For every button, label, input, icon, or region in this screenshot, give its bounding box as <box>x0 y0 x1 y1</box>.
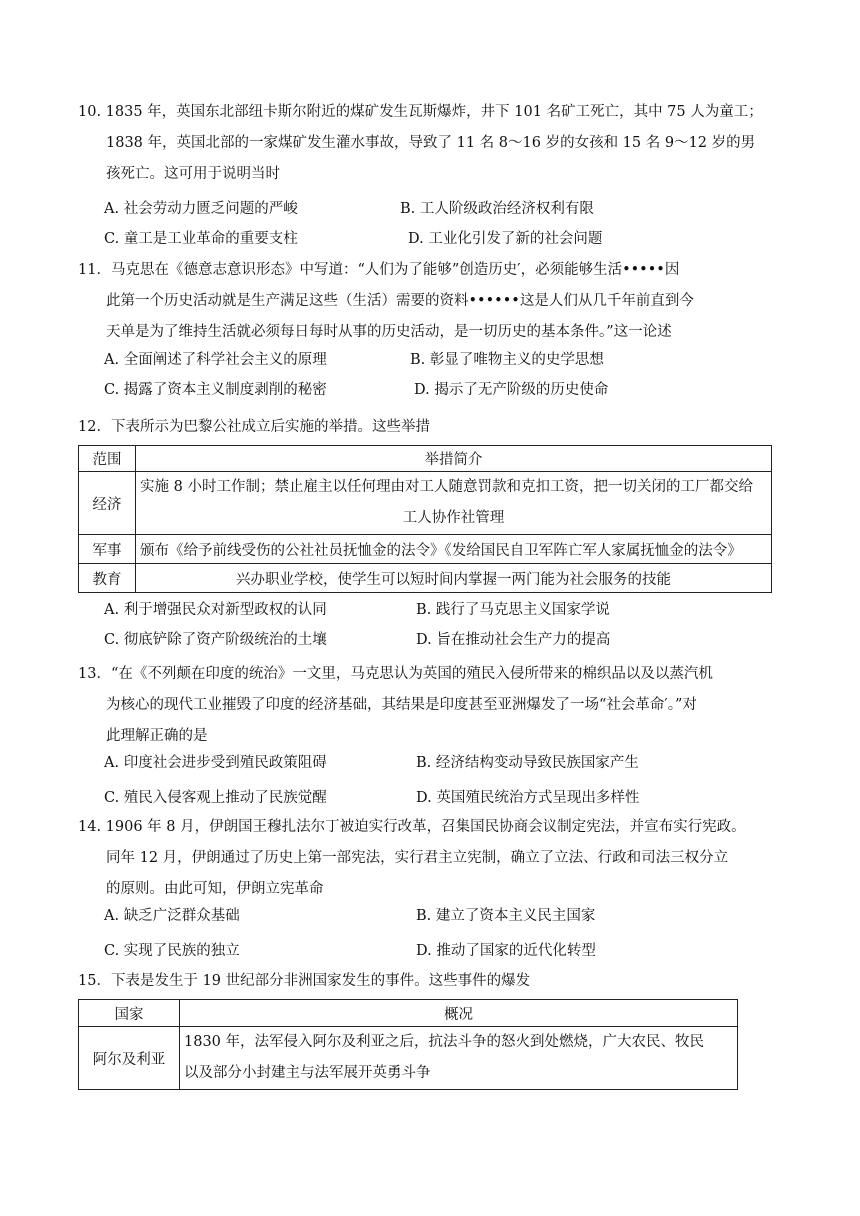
table-header-measures: 举措简介 <box>136 446 772 472</box>
question-11-option-d: D. 揭示了无产阶级的历史使命 <box>414 382 609 398</box>
table-cell-scope: 教育 <box>79 564 136 593</box>
question-10-option-c: C. 童工是工业革命的重要支柱 <box>104 231 298 247</box>
table-row <box>79 472 772 535</box>
question-13-line-1: 13．“在《不列颠在印度的统治》一文里，马克思认为英国的殖民入侵所带来的棉织品以及以蒸汽机 <box>78 666 713 682</box>
table-cell-measures: 兴办职业学校，使学生可以短时间内掌握一两门能为社会服务的技能 <box>136 564 772 593</box>
question-14-option-b: B. 建立了资本主义民主国家 <box>416 908 596 924</box>
table-cell-measures: 颁布《给予前线受伤的公社社员抚恤金的法令》《发给国民自卫军阵亡军人家属抚恤金的法令》 <box>136 535 772 564</box>
question-13-line-2: 为核心的现代工业摧毁了印度的经济基础，其结果是印度甚至亚洲爆发了一场“社会革命′。”对 <box>106 697 697 713</box>
question-12-line-1: 12．下表所示为巴黎公社成立后实施的举措。这些举措 <box>78 419 430 435</box>
question-11-line-2: 此第一个历史活动就是生产满足这些（生活）需要的资料••••••这是人们从几千年前直到今 <box>106 293 694 309</box>
question-13 <box>78 659 778 752</box>
question-11-option-a: A. 全面阐述了科学社会主义的原理 <box>104 352 327 368</box>
question-10-option-d: D. 工业化引发了新的社会问题 <box>408 231 603 247</box>
table-cell-overview <box>180 1027 738 1090</box>
table-cell-measures <box>136 472 772 535</box>
question-14-option-c: C. 实现了民族的独立 <box>104 943 240 959</box>
question-11-option-c: C. 揭露了资本主义制度剥削的秘密 <box>104 382 327 398</box>
question-14-option-a: A. 缺乏广泛群众基础 <box>104 908 240 924</box>
question-11 <box>78 255 778 348</box>
table-header-overview: 概况 <box>180 1000 738 1027</box>
question-13-line-3: 此理解正确的是 <box>106 728 208 744</box>
question-12-option-b: B. 践行了马克思主义国家学说 <box>416 602 610 618</box>
question-12-option-c: C. 彻底铲除了资产阶级统治的土壤 <box>104 632 327 648</box>
table-row <box>79 535 772 564</box>
question-14-line-1: 14. 1906 年 8 月，伊朗国王穆扎法尔丁被迫实行改革，召集国民协商会议制定宪法，并宣布实行宪政。 <box>78 819 746 835</box>
table-cell-country: 阿尔及利亚 <box>79 1027 180 1090</box>
question-13-option-a: A. 印度社会进步受到殖民政策阻碍 <box>104 755 327 771</box>
table-cell-line: 实施 8 小时工作制；禁止雇主以任何理由对工人随意罚款和克扣工资，把一切关闭的工厂都交给 <box>140 479 753 495</box>
table-row <box>79 1027 738 1090</box>
question-15-line-1: 15．下表是发生于 19 世纪部分非洲国家发生的事件。这些事件的爆发 <box>78 973 531 989</box>
question-10-option-a: A. 社会劳动力匮乏问题的严峻 <box>104 201 298 217</box>
question-10 <box>78 97 778 190</box>
question-14-line-2: 同年 12 月，伊朗通过了历史上第一部宪法，实行君主立宪制，确立了立法、行政和司法三权分立 <box>106 850 729 866</box>
question-15 <box>78 966 778 997</box>
question-10-line-3: 孩死亡。这可用于说明当时 <box>106 166 280 182</box>
question-12-option-d: D. 旨在推动社会生产力的提高 <box>416 632 611 648</box>
table-row <box>79 564 772 593</box>
table-header-scope: 范围 <box>79 446 136 472</box>
question-12 <box>78 412 778 443</box>
question-10-line-1: 10. 1835 年，英国东北部纽卡斯尔附近的煤矿发生瓦斯爆炸，井下 101 名矿工死亡，其中 75 人为童工； <box>78 104 763 120</box>
question-12-table <box>78 445 772 593</box>
question-11-line-3: 天单是为了维持生活就必须每日每时从事的历史活动，是一切历史的基本条件。”这一论述 <box>106 324 672 340</box>
question-14-option-d: D. 推动了国家的近代化转型 <box>416 943 596 959</box>
question-14 <box>78 812 778 905</box>
table-cell-line: 工人协作社管理 <box>402 510 505 526</box>
table-cell-scope: 军事 <box>79 535 136 564</box>
question-11-line-1: 11．马克思在《德意志意识形态》中写道：“人们为了能够”创造历史′，必须能够生活•••••因 <box>78 262 680 278</box>
table-row <box>79 1000 738 1027</box>
table-row <box>79 446 772 472</box>
question-13-option-d: D. 英国殖民统治方式呈现出多样性 <box>416 790 640 806</box>
table-cell-scope: 经济 <box>79 472 136 535</box>
table-header-country: 国家 <box>79 1000 180 1027</box>
question-11-option-b: B. 彰显了唯物主义的史学思想 <box>410 352 604 368</box>
question-13-option-c: C. 殖民入侵客观上推动了民族觉醒 <box>104 790 327 806</box>
table-cell-line: 以及部分小封建主与法军展开英勇斗争 <box>184 1065 431 1081</box>
question-12-option-a: A. 利于增强民众对新型政权的认同 <box>104 602 327 618</box>
question-10-line-2: 1838 年，英国北部的一家煤矿发生灌水事故，导致了 11 名 8～16 岁的女孩和 15 名 9～12 岁的男 <box>106 135 756 151</box>
question-15-table <box>78 999 738 1090</box>
table-cell-line: 1830 年，法军侵入阿尔及利亚之后，抗法斗争的怒火到处燃烧，广大农民、牧民 <box>184 1034 705 1050</box>
question-14-line-3: 的原则。由此可知，伊朗立宪革命 <box>106 881 324 897</box>
question-10-option-b: B. 工人阶级政治经济权利有限 <box>400 201 594 217</box>
question-13-option-b: B. 经济结构变动导致民族国家产生 <box>416 755 639 771</box>
